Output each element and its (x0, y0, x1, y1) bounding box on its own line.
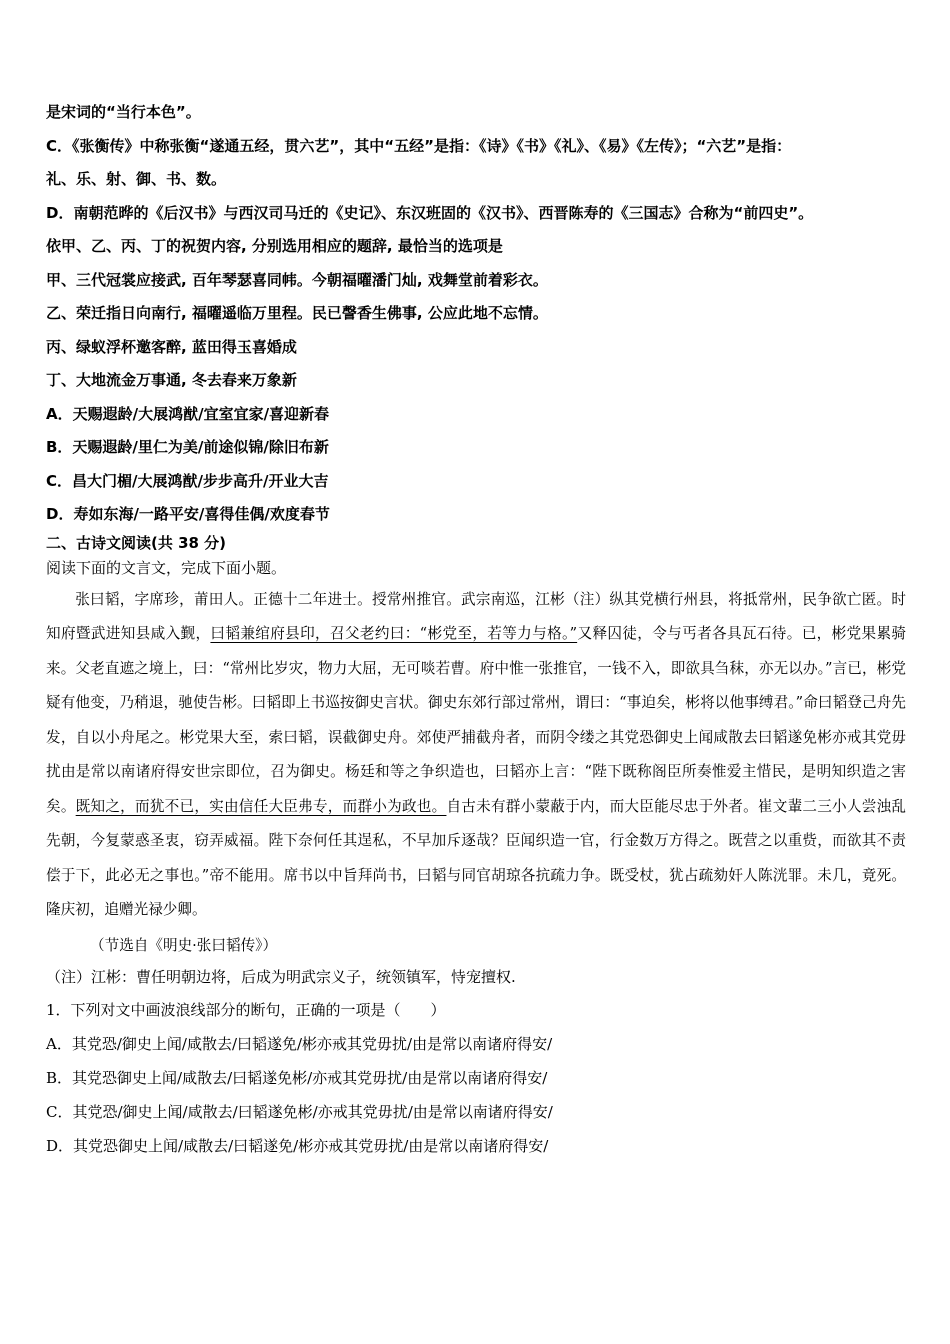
section-instruction: 阅读下面的文言文，完成下面小题。 (46, 558, 287, 577)
passage-source: （节选自《明史·张曰韬传》） (90, 936, 278, 954)
couplet-option-a: A．天赐遐龄/大展鸿猷/宜室宜家/喜迎新春 (46, 404, 330, 423)
passage-paragraph (46, 583, 906, 928)
classical-passage (46, 583, 906, 928)
passage-underline-1: 曰韬兼绾府县印，召父老约曰：“彬党至，若等力与格。” (210, 625, 578, 642)
question-1-option-c: C．其党恐/御史上闻/咸散去/曰韬遂免彬/亦戒其党毋扰/由是常以南诸府得安/ (46, 1102, 553, 1121)
passage-text-2: 又释囚徒，令与丐者各具瓦石待。已，彬党果累骑来。父老直遮之境上，曰：“常州比岁灾，物力大屈，无可啖若曹。府中惟一张推官，一钱不入，即欲具刍秣，亦无以办。”言已，彬党疑有他变，乃稍退，驰使告彬。曰韬即上书巡按御史言状。御史东郊行部过常州，谓曰：“事迫矣，彬将以他事缚君。”命曰韬登己舟先发，自以小舟尾之。彬党果大至，索曰韬，误截御史舟。郊使严捕截舟者，而阴令缕之其党恐御史上闻咸散去曰韬遂免彬亦戒其党毋扰由是常以南诸府得安世宗即位，召为御史。杨廷和等之争织造也，曰韬亦上言：“陛下既称阁臣所奏惟爱主惜民，是明知织造之害矣。 (46, 625, 906, 815)
couplet-option-b: B．天赐遐龄/里仁为美/前途似锦/除旧布新 (46, 438, 329, 456)
question-1-option-a: A．其党恐/御史上闻/咸散去/曰韬遂免/彬亦戒其党毋扰/由是常以南诸府得安/ (46, 1034, 553, 1053)
passage-text-1: 张曰韬，字席珍，莆田人。正德十二年进士。授常州推官。武宗南巡，江彬（注）纵其党横行州县，将抵常州，民争欲亡匿。时知府暨武进知县咸入觐， (46, 590, 906, 642)
question-1-option-d: D．其党恐御史上闻/咸散去/曰韬遂免/彬亦戒其党毋扰/由是常以南诸府得安/ (46, 1136, 549, 1155)
couplet-yi: 乙、荣迁指日向南行, 福曜遥临万里程。民已謦香生佛事, 公应此地不忘情。 (46, 304, 548, 322)
exam-page (46, 96, 906, 1163)
prev-option-d: D．南朝范晔的《后汉书》与西汉司马迁的《史记》、东汉班固的《汉书》、西晋陈寿的《三国志》合称为“前四史”。 (46, 203, 814, 222)
couplet-option-d: D．寿如东海/一路平安/喜得佳偶/欢度春节 (46, 505, 330, 523)
prev-question-tail: 是宋词的“当行本色”。 (46, 103, 201, 121)
prev-option-c-line1: C．《张衡传》中称张衡“遂通五经，贯六艺”，其中“五经”是指：《诗》《书》《礼》、《易》《左传》；“六艺”是指： (46, 136, 792, 155)
couplet-ding: 丁、大地流金万事通, 冬去春来万象新 (46, 371, 297, 389)
question-1-option-b: B．其党恐御史上闻/咸散去/曰韬遂免彬/亦戒其党毋扰/由是常以南诸府得安/ (46, 1068, 548, 1087)
couplet-option-c: C．昌大门楣/大展鸿猷/步步高升/开业大吉 (46, 471, 329, 490)
couplet-jia: 甲、三代冠裳应接武, 百年琴瑟喜同帏。今朝福曜潘门灿, 戏舞堂前着彩衣。 (46, 270, 548, 289)
couplet-question-stem: 依甲、乙、丙、丁的祝贺内容, 分别选用相应的题辞, 最恰当的选项是 (46, 237, 503, 255)
passage-note: （注）江彬：曹任明朝边将，后成为明武宗义子，统领镇军，恃宠擅权. (46, 967, 516, 986)
couplet-bing: 丙、绿蚁浮杯邀客醉, 蓝田得玉喜婚成 (46, 337, 297, 356)
passage-text-3: 自古未有群小蒙蔽于内，而大臣能尽忠于外者。崔文輩二三小人尝浊乱先朝，今复蒙惑圣衷，窃弄威福。陛下奈何任其逞私，不早加斥逐哉？臣闻织造一官，行金数万方得之。既营之以重赀，而欲其不责偿于下，此必无之事也。”帝不能用。席书以中旨拜尚书，曰韬与同官胡琼各抗疏力争。既受杖，犹占疏劾奸人陈洸罪。未几，竟死。隆庆初，追赠光禄少卿。 (46, 797, 906, 918)
question-1-stem: 1．下列对文中画波浪线部分的断句，正确的一项是（ ） (46, 1000, 446, 1019)
section-heading: 二、古诗文阅读(共 38 分) (46, 533, 227, 552)
prev-option-c-line2: 礼、乐、射、御、书、数。 (46, 170, 227, 188)
passage-underline-2: 既知之，而犹不已，实由信任大臣弗专，而群小为政也。 (75, 797, 447, 815)
